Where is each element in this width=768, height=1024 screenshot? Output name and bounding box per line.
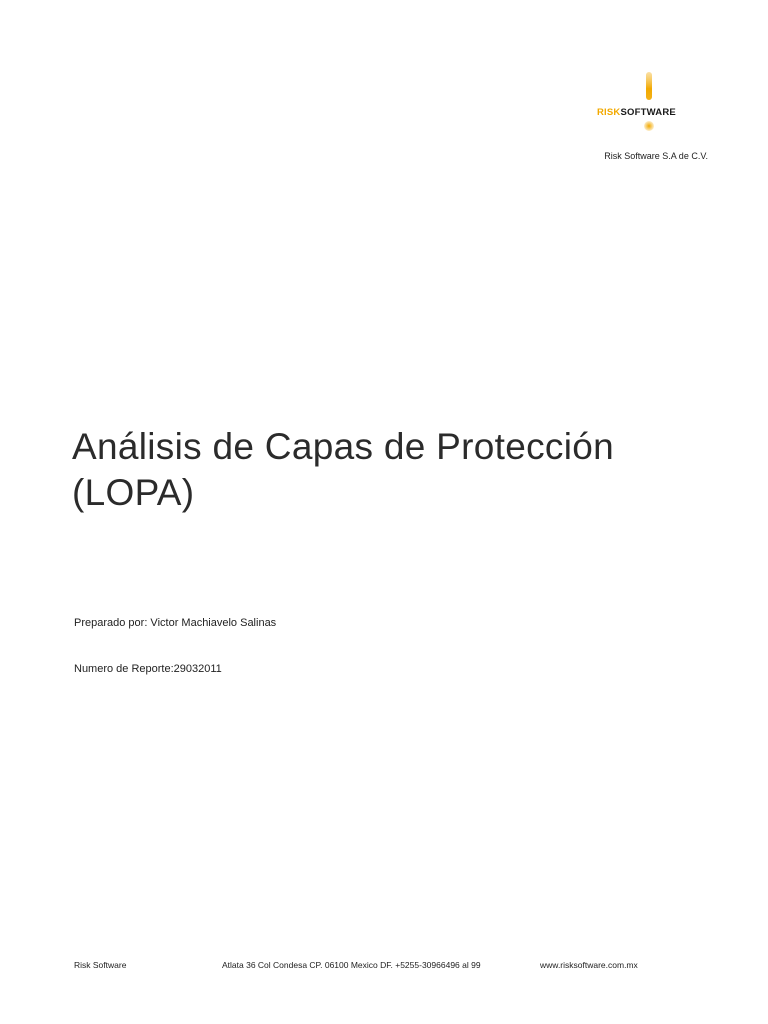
logo-word-software: SOFTWARE [620,107,676,118]
document-title: Análisis de Capas de Protección (LOPA) [72,426,614,513]
footer-website: www.risksoftware.com.mx [540,960,638,970]
logo-word-risk: RISK [597,107,621,118]
prepared-by: Preparado por: Victor Machiavelo Salinas [74,617,277,629]
logo-wordmark [597,108,676,118]
company-name: Risk Software S.A de C.V. [604,151,708,161]
report-number: Numero de Reporte:29032011 [74,663,222,675]
footer-company: Risk Software [74,960,127,970]
exclamation-mark-icon [642,70,656,136]
company-logo [592,70,692,136]
footer-address: Atlata 36 Col Condesa CP. 06100 Mexico DF. +5255-30966496 al 99 [222,960,481,970]
